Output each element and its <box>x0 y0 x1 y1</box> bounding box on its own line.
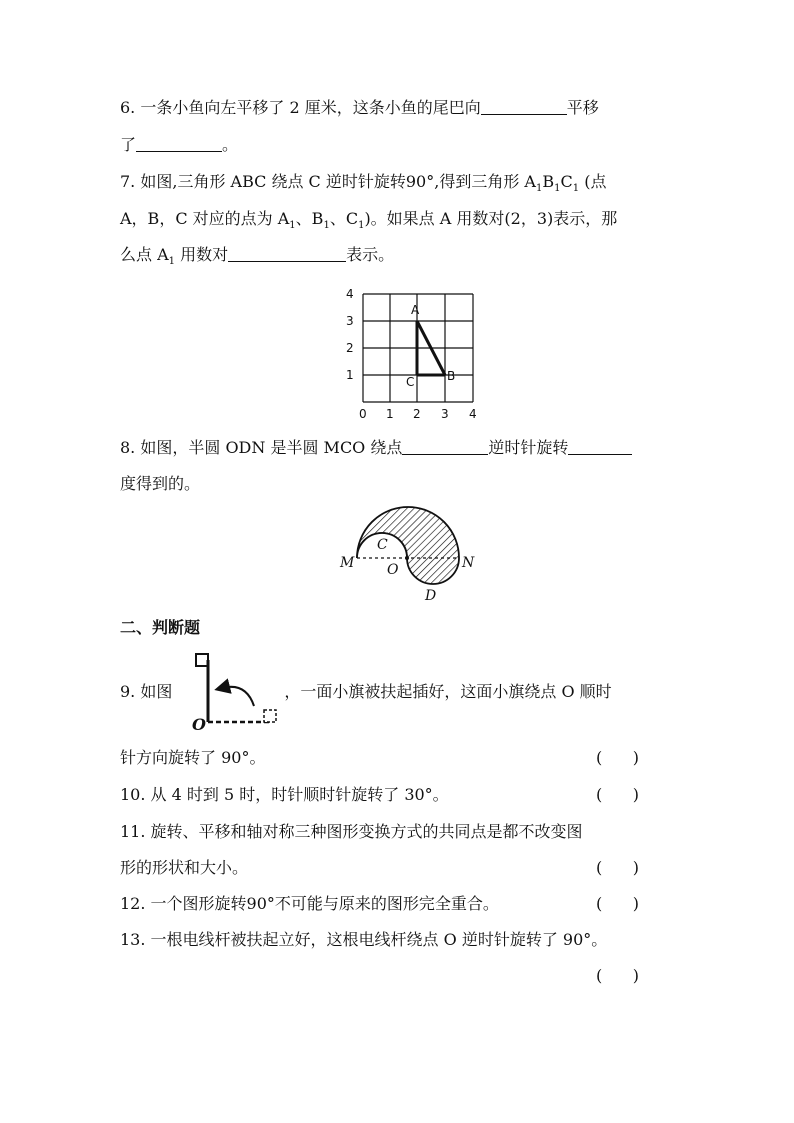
x-tick: 4 <box>469 407 477 421</box>
q11-text-b: 形的形状和大小。 <box>120 858 249 877</box>
label-d: D <box>425 588 437 604</box>
q7-text-e: A，B，C 对应的点为 A <box>120 209 290 228</box>
q7-sub: 1 <box>572 183 580 195</box>
flag-fallen <box>264 710 276 722</box>
y-tick: 4 <box>346 287 354 301</box>
q7-text-c: C <box>560 172 573 191</box>
q7-line3 <box>120 245 680 272</box>
q7-grid-figure <box>330 282 490 424</box>
q13-text: 13. 一根电线杆被扶起立好，这根电线杆绕点 O 逆时针旋转了 90°。 <box>120 930 608 949</box>
q7-text-i: 么点 A <box>120 245 169 264</box>
q11-line1 <box>120 822 680 842</box>
q7-sub: 1 <box>323 220 330 232</box>
x-tick: 0 <box>359 407 367 421</box>
y-tick: 1 <box>346 368 354 382</box>
q7-text-b: B <box>542 172 555 191</box>
x-tick: 2 <box>413 407 421 421</box>
q7-blank-pair[interactable] <box>228 245 346 262</box>
q6-blank-direction[interactable] <box>481 98 567 115</box>
point-o-label: O <box>192 715 206 732</box>
q6-line2 <box>120 135 680 155</box>
q9-text-b: ，一面小旗被扶起插好，这面小旗绕点 O 顺时 <box>284 682 612 701</box>
flag-upright <box>196 654 208 666</box>
q7-text-k: 表示。 <box>346 245 395 264</box>
y-tick: 3 <box>346 314 354 328</box>
q13-line <box>120 930 680 950</box>
point-b-label: B <box>447 369 456 383</box>
q6-text-b: 平移 <box>566 98 599 117</box>
q8-blank-degree[interactable] <box>568 438 632 455</box>
q7-line1 <box>120 172 680 199</box>
q9-text-c: 针方向旋转了 90°。 <box>120 748 266 767</box>
q7-text-d: (点 <box>579 172 607 191</box>
q12-text: 12. 一个图形旋转90°不可能与原来的图形完全重合。 <box>120 894 499 913</box>
label-m: M <box>340 555 355 571</box>
q8-text-c: 度得到的。 <box>120 474 201 493</box>
q7-text-f: 、B <box>295 209 324 228</box>
q9-answer-box[interactable]: ( ) <box>596 748 639 767</box>
q7-sub: 1 <box>168 256 176 268</box>
q7-text-a: 7. 如图,三角形 ABC 绕点 C 逆时针旋转90°,得到三角形 A <box>120 172 536 191</box>
q7-line2 <box>120 209 680 236</box>
label-o: O <box>387 562 399 578</box>
q6-text-d: 。 <box>222 135 239 154</box>
q6-blank-distance[interactable] <box>136 135 222 152</box>
q7-text-h: )。如果点 A 用数对(2，3)表示，那 <box>364 209 618 228</box>
rotation-arrow-icon <box>222 687 254 706</box>
point-c-label: C <box>406 375 415 389</box>
q12-answer-box[interactable]: ( ) <box>596 894 639 913</box>
q6-text: 6. 一条小鱼向左平移了 2 厘米，这条小鱼的尾巴向 <box>120 98 481 117</box>
q13-answer-box[interactable]: ( ) <box>596 966 639 985</box>
q8-blank-point[interactable] <box>402 438 488 455</box>
q8-line2 <box>120 474 680 494</box>
q9-flag-figure <box>188 650 288 732</box>
section-title-judgement: 二、判断题 <box>120 618 201 637</box>
q7-text-j: 用数对 <box>175 245 229 264</box>
label-c: C <box>377 537 388 553</box>
x-tick: 3 <box>441 407 449 421</box>
q8-text-a: 8. 如图，半圆 ODN 是半圆 MCO 绕点 <box>120 438 403 457</box>
q8-semicircle-figure <box>330 500 490 608</box>
q8-line1 <box>120 438 680 458</box>
y-tick: 2 <box>346 341 354 355</box>
q6-text-c: 了 <box>120 135 137 154</box>
x-tick: 1 <box>386 407 394 421</box>
q10-answer-box[interactable]: ( ) <box>596 785 639 804</box>
q8-text-b: 逆时针旋转 <box>488 438 569 457</box>
point-a-label: A <box>411 303 420 317</box>
q7-sub: 1 <box>358 220 365 232</box>
q9-text-a: 9. 如图 <box>120 682 173 701</box>
q7-sub: 1 <box>535 183 543 195</box>
q7-sub: 1 <box>289 220 296 232</box>
q11-text-a: 11. 旋转、平移和轴对称三种图形变换方式的共同点是都不改变图 <box>120 822 583 841</box>
point-o <box>405 556 409 560</box>
q10-text: 10. 从 4 时到 5 时，时针顺时针旋转了 30°。 <box>120 785 449 804</box>
q11-answer-box[interactable]: ( ) <box>596 858 639 877</box>
q7-text-g: 、C <box>329 209 359 228</box>
label-n: N <box>462 555 475 571</box>
q7-sub: 1 <box>554 183 561 195</box>
q6-line1 <box>120 98 680 118</box>
